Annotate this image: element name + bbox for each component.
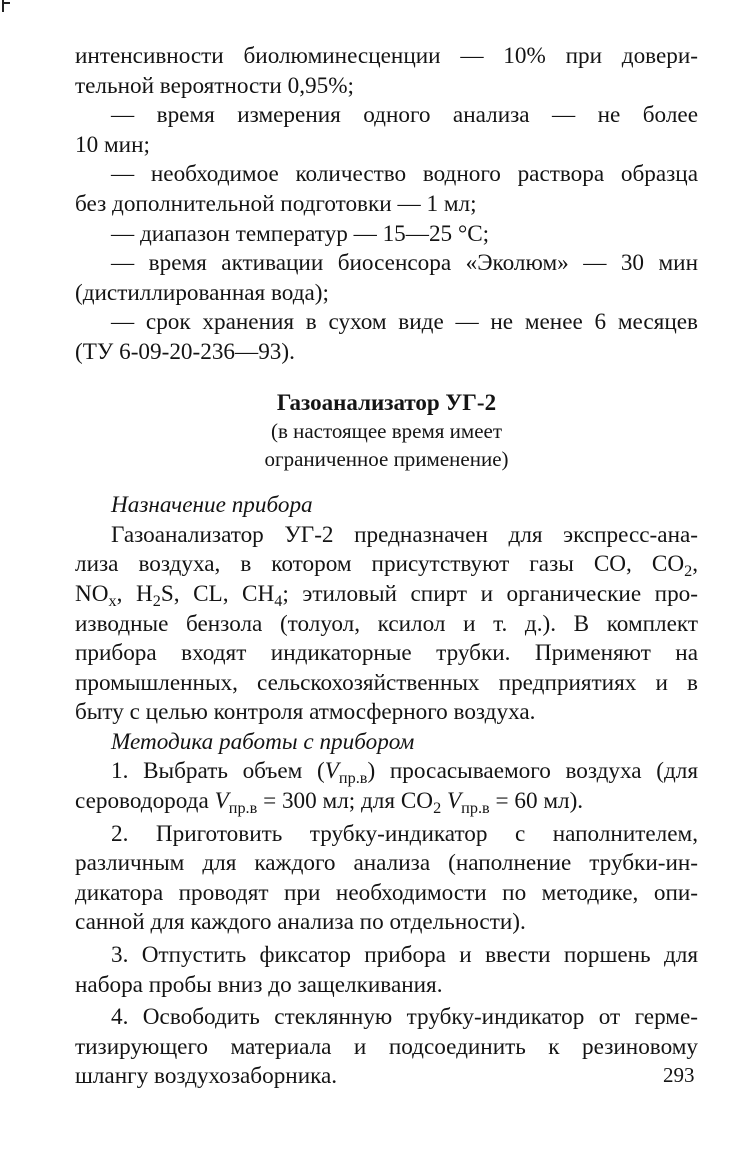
step-2-line: различным для каждого анализа (наполнение трубки-ин-: [75, 850, 698, 877]
text-line: $NO_x$, $H_2S$, CL, $CH_4$; этиловый спирт и органические про-: [75, 580, 698, 610]
page-number: 293: [663, 1063, 695, 1087]
step-4-line: 4. Освободить стеклянную трубку-индикатор от герме-: [111, 1004, 698, 1031]
text-line: без дополнительной подготовки — 1 мл;: [75, 190, 477, 217]
text-line: прибора входят индикаторные трубки. Применяют на: [75, 640, 698, 667]
text-line: — срок хранения в сухом виде — не менее 6 месяцев: [111, 309, 698, 336]
text-line: лиза воздуха, в котором присутствуют газы CO, $CO_2$,: [75, 551, 698, 581]
corner-mark: [0, 0, 6, 14]
text-line: — время активации биосенсора «Эколюм» — 30 мин: [111, 250, 698, 277]
step-3-line: 3. Отпустить фиксатор прибора и ввести поршень для: [111, 942, 698, 969]
text-line: быту с целью контроля атмосферного воздуха.: [75, 699, 536, 726]
purpose-heading: Назначение прибора: [111, 492, 313, 519]
step-2-line: санной для каждого анализа по отдельности).: [75, 909, 526, 936]
text-line: (дистиллированная вода);: [75, 279, 329, 306]
step-2-line: дикатора проводят при необходимости по методике, опи-: [75, 879, 698, 906]
step-4-line: шлангу воздухозаборника.: [75, 1063, 338, 1090]
text-line: — необходимое количество водного раствора образца: [111, 161, 698, 188]
step-3-line: набора пробы вниз до защелкивания.: [75, 971, 443, 998]
text-line: изводные бензола (толуол, ксилол и т. д.). В комплект: [75, 610, 698, 637]
text-line: тельной вероятности 0,95%;: [75, 72, 354, 99]
section-subtitle: (в настоящее время имеет: [270, 419, 503, 444]
page-body: [75, 42, 698, 1092]
step-4-line: тизирующего материала и подсоединить к резиновому: [75, 1033, 698, 1060]
text-line: — время измерения одного анализа — не более: [111, 102, 698, 129]
text-line: Газоанализатор УГ-2 предназначен для экспресс-ана-: [111, 521, 698, 548]
step-1-line: 1. Выбрать объем $(V_{пр.в})$ просасываемого воздуха (для: [111, 758, 698, 788]
text-line: (ТУ 6-09-20-236—93).: [75, 338, 295, 365]
section-subtitle: ограниченное применение): [264, 447, 509, 472]
text-line: интенсивности биолюминесценции — 10% при довери-: [75, 43, 698, 69]
step-2-line: 2. Приготовить трубку-индикатор с наполнителем,: [111, 820, 698, 847]
step-1-line: сероводорода $V_{пр.в} = 300$ мл; для $CO_2$ $V_{пр.в} = 60$ мл).: [75, 788, 584, 817]
method-heading: Методика работы с прибором: [111, 728, 415, 755]
text-line: промышленных, сельскохозяйственных предприятиях и в: [75, 669, 698, 696]
text-line: — диапазон температур — 15—25 °С;: [111, 220, 490, 247]
section-title: Газоанализатор УГ-2: [276, 389, 497, 415]
text-line: 10 мин;: [75, 131, 150, 158]
